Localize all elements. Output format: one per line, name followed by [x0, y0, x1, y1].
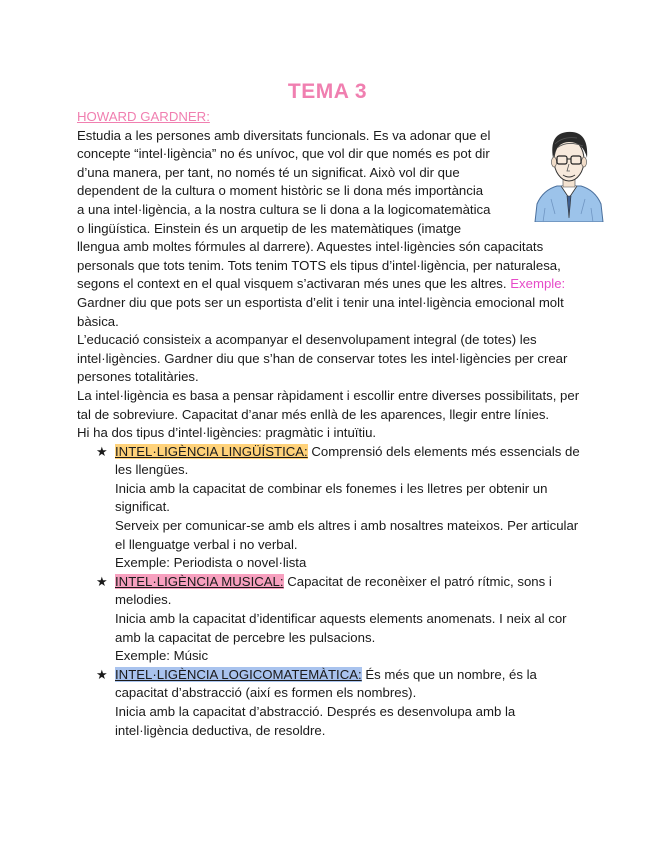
linguistic-line: Serveix per comunicar-se amb els altres i amb nosaltres mateixos. Per articular el llenguatge verbal i no verbal. [115, 518, 579, 552]
star-bullet-icon: ★ [96, 573, 108, 589]
star-bullet-icon: ★ [96, 443, 108, 459]
document-body [77, 108, 587, 740]
page-title: TEMA 3 [287, 80, 368, 103]
linguistic-label: INTEL·LIGÈNCIA LINGÜÍSTICA: [115, 443, 308, 459]
paragraph-intelligence: La intel·ligència es basa a pensar ràpidament i escollir entre diverses possibilitats, per tal de sobreviure. Capacitat d’anar més enllà de les aparences, llegir entre línies. [77, 387, 580, 422]
musical-description: Capacitat de reconèixer el patró rítmic, sons i melodies. [115, 573, 552, 608]
linguistic-line: Inicia amb la capacitat de combinar els fonemes i les lletres per obtenir un significat. [115, 480, 548, 515]
intro-line: Estudia a les persones amb diversitats funcionals. Es va adonar que el [77, 127, 491, 143]
intro-line: o lingüística. Einstein és un arquetip de les matemàtiques (imatge [77, 220, 462, 236]
star-bullet-icon: ★ [96, 666, 108, 682]
logicomathematical-line: Inicia amb la capacitat d’abstracció. Després es desenvolupa amb la intel·ligència deductiva, de resoldre. [115, 704, 516, 738]
list-item-musical [77, 573, 587, 666]
intro-line: d’una manera, per tant, no només té un significat. Això vol dir que [77, 164, 460, 180]
intro-line: a una intel·ligència, a la nostra cultura se li dona a la logicomatemàtica [77, 201, 491, 217]
example-label: Exemple: [510, 276, 566, 292]
intro-line: dependent de la cultura o moment històric se li dona més importància [77, 183, 484, 199]
list-item-logicomathematical [77, 666, 587, 740]
intro-line: concepte “intel·ligència” no és unívoc, que vol dir que només es pot dir [77, 146, 490, 162]
musical-line: Exemple: Músic [115, 648, 209, 664]
logicomathematical-description: És més que un nombre, és la capacitat d’abstracció (així es formen els nombres). [115, 666, 537, 701]
section-heading: HOWARD GARDNER: [77, 109, 210, 124]
logicomathematical-label: INTEL·LIGÈNCIA LOGICOMATEMÀTICA: [115, 666, 362, 682]
musical-label: INTEL·LIGÈNCIA MUSICAL: [115, 573, 284, 589]
intro-paragraph [77, 238, 587, 331]
intelligence-list [77, 443, 587, 741]
intro-lines [77, 127, 517, 239]
example-text: Gardner diu que pots ser un esportista d’elit i tenir una intel·ligència emocional molt bàsica. [77, 294, 564, 329]
linguistic-description: Comprensió dels elements més essencials de les llengües. [115, 443, 580, 478]
paragraph-education: L’educació consisteix a acompanyar el desenvolupament integral (de totes) les intel·ligències. Gardner diu que s’han de conservar totes les intel·ligències per crear persones totalitàries. [77, 332, 568, 385]
intro-rest-text: llengua amb moltes fórmules al darrere). Aquestes intel·ligències són capacitats personals que tots tenim. Tots tenim TOTS els tipus d’intel·ligència, per naturalesa, segons el context en el qual visquem s’activaran més unes que les altres. [77, 239, 561, 292]
linguistic-line: Exemple: Periodista o novel·lista [115, 555, 307, 571]
paragraph-types: Hi ha dos tipus d’intel·ligències: pragmàtic i intuïtiu. [77, 425, 377, 441]
list-item-linguistic [77, 443, 587, 573]
musical-line: Inicia amb la capacitat d’identificar aquests elements anomenats. I neix al cor amb la capacitat de percebre les pulsacions. [115, 611, 567, 645]
